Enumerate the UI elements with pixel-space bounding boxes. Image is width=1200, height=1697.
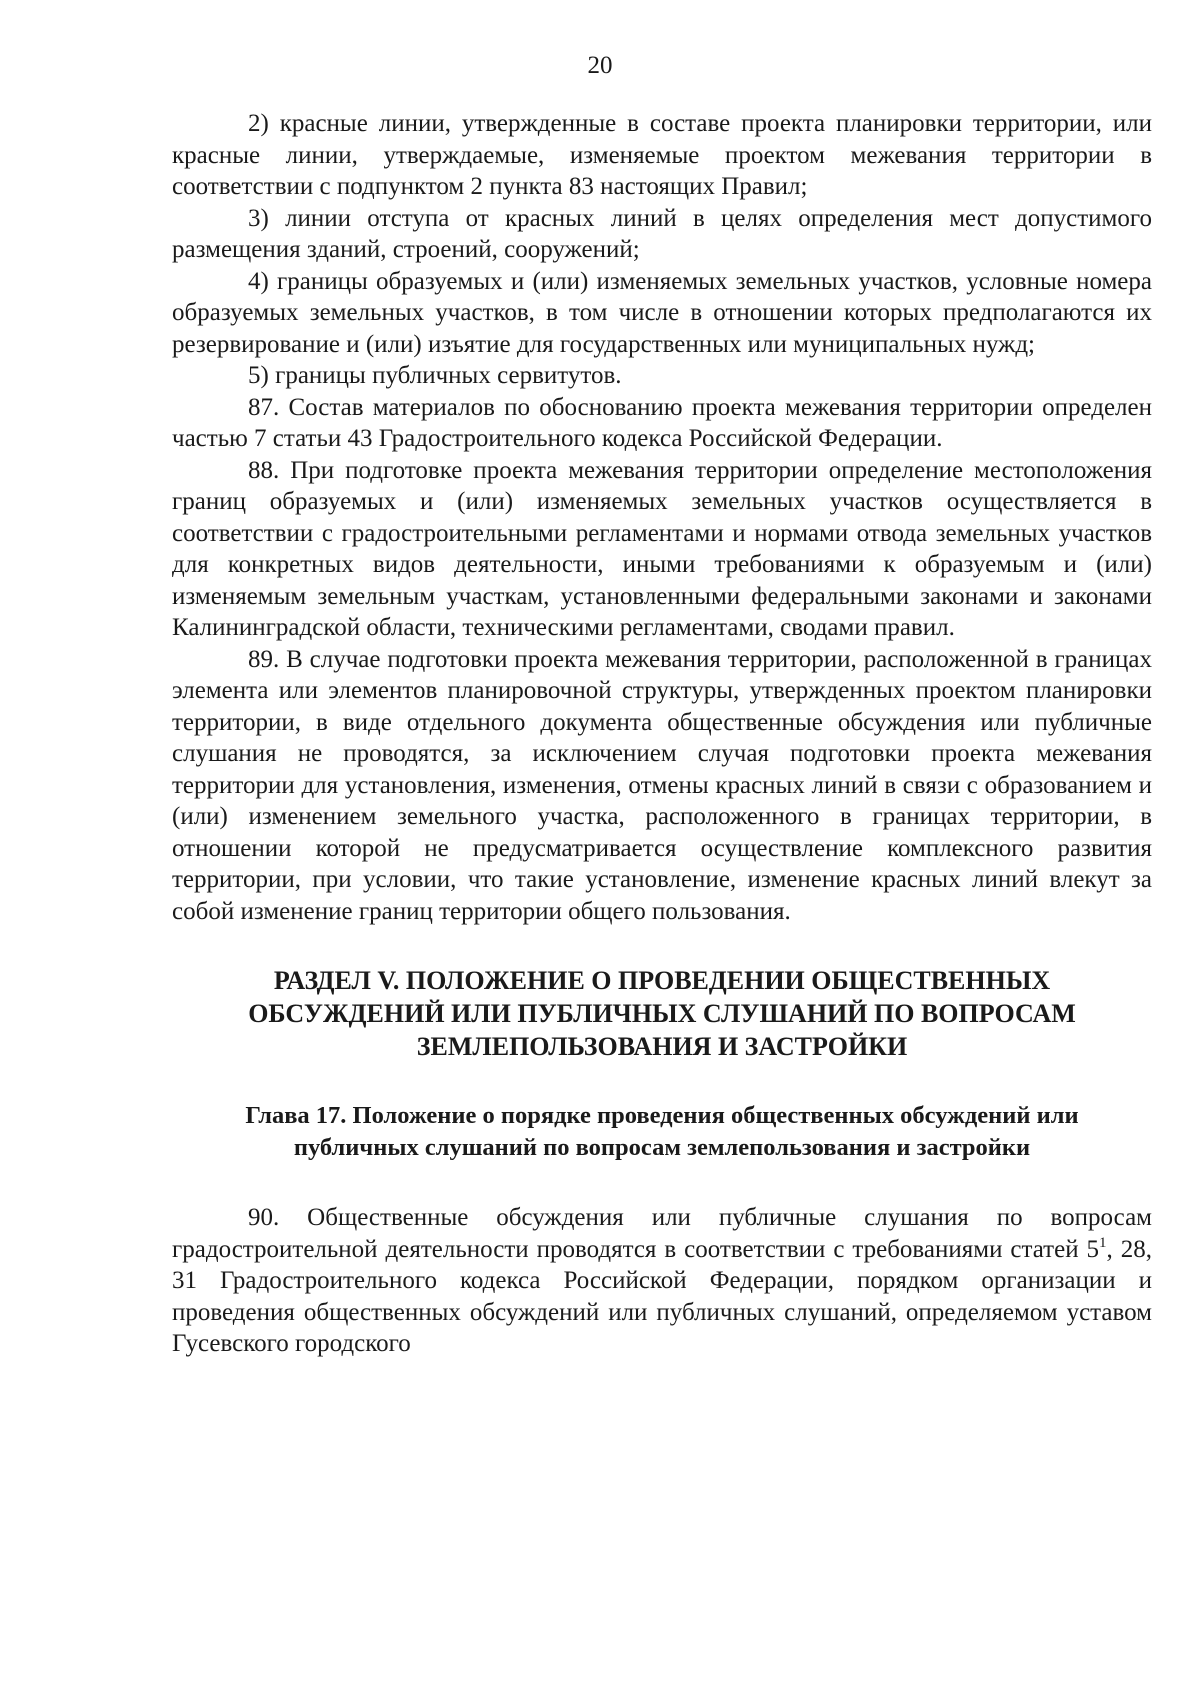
paragraph-item-5: 5) границы публичных сервитутов. [248,362,622,389]
paragraph-item-3: 3) линии отступа от красных линий в целях определения мест допустимого размещения зданий, строений, сооружений; [172,204,1152,263]
paragraph-90-part-1: 90. Общественные обсуждения или публичные слушания по вопросам градостроительной деятельности проводятся в соответствии с требованиями статей 5 [172,1204,1152,1263]
paragraph-item-2: 2) красные линии, утвержденные в составе проекта планировки территории, или красные линии, утверждаемые, изменяемые проектом межевания территории в соответствии с подпунктом 2 пункта 83 настоящих Правил; [172,110,1152,200]
document-body [172,108,1152,1360]
paragraph-87: 87. Состав материалов по обоснованию проекта межевания территории определен частью 7 статьи 43 Градостроительного кодекса Российской Федерации. [172,393,1152,452]
page-number: 20 [587,52,613,79]
chapter-title: Глава 17. Положение о порядке проведения общественных обсуждений или публичных слушаний по вопросам землепользования и застройки [245,1102,1079,1161]
paragraph-item-4: 4) границы образуемых и (или) изменяемых земельных участков, условные номера образуемых земельных участков, в том числе в отношении которых предполагаются их резервирование и (или) изъятие для государственных или муниципальных нужд; [172,267,1152,358]
paragraph-90 [172,1202,1152,1360]
superscript-marker: 1 [1099,1234,1107,1251]
section-title: РАЗДЕЛ V. ПОЛОЖЕНИЕ О ПРОВЕДЕНИИ ОБЩЕСТВЕННЫХ ОБСУЖДЕНИЙ ИЛИ ПУБЛИЧНЫХ СЛУШАНИЙ ПО ВОПРОСАМ ЗЕМЛЕПОЛЬЗОВАНИЯ И ЗАСТРОЙКИ [248,966,1076,1061]
paragraph-90-part-2: , 28, 31 Градостроительного кодекса Российской Федерации, порядком организации и проведения общественных обсуждений или публичных слушаний, определяемом уставом Гусевского городского [172,1235,1152,1357]
paragraph-88: 88. При подготовке проекта межевания территории определение местоположения границ образуемых и (или) изменяемых земельных участков осуществляется в соответствии с градостроительными регламентами и нормами отвода земельных участков для конкретных видов деятельности, иными требованиями к образуемым и (или) изменяемым земельным участкам, установленными федеральными законами и законами Калининградской области, техническими регламентами, сводами правил. [172,456,1152,641]
paragraph-89: 89. В случае подготовки проекта межевания территории, расположенной в границах элемента или элементов планировочной структуры, утвержденных проектом планировки территории, в виде отдельного документа общественные обсуждения или публичные слушания не проводятся, за исключением случая подготовки проекта межевания территории для установления, изменения, отмены красных линий в связи с образованием и (или) изменением земельного участка, расположенного в границах территории, в отношении которой не предусматривается осуществление комплексного развития территории, при условии, что такие установление, изменение красных линий влекут за собой изменение границ территории общего пользования. [172,645,1152,925]
